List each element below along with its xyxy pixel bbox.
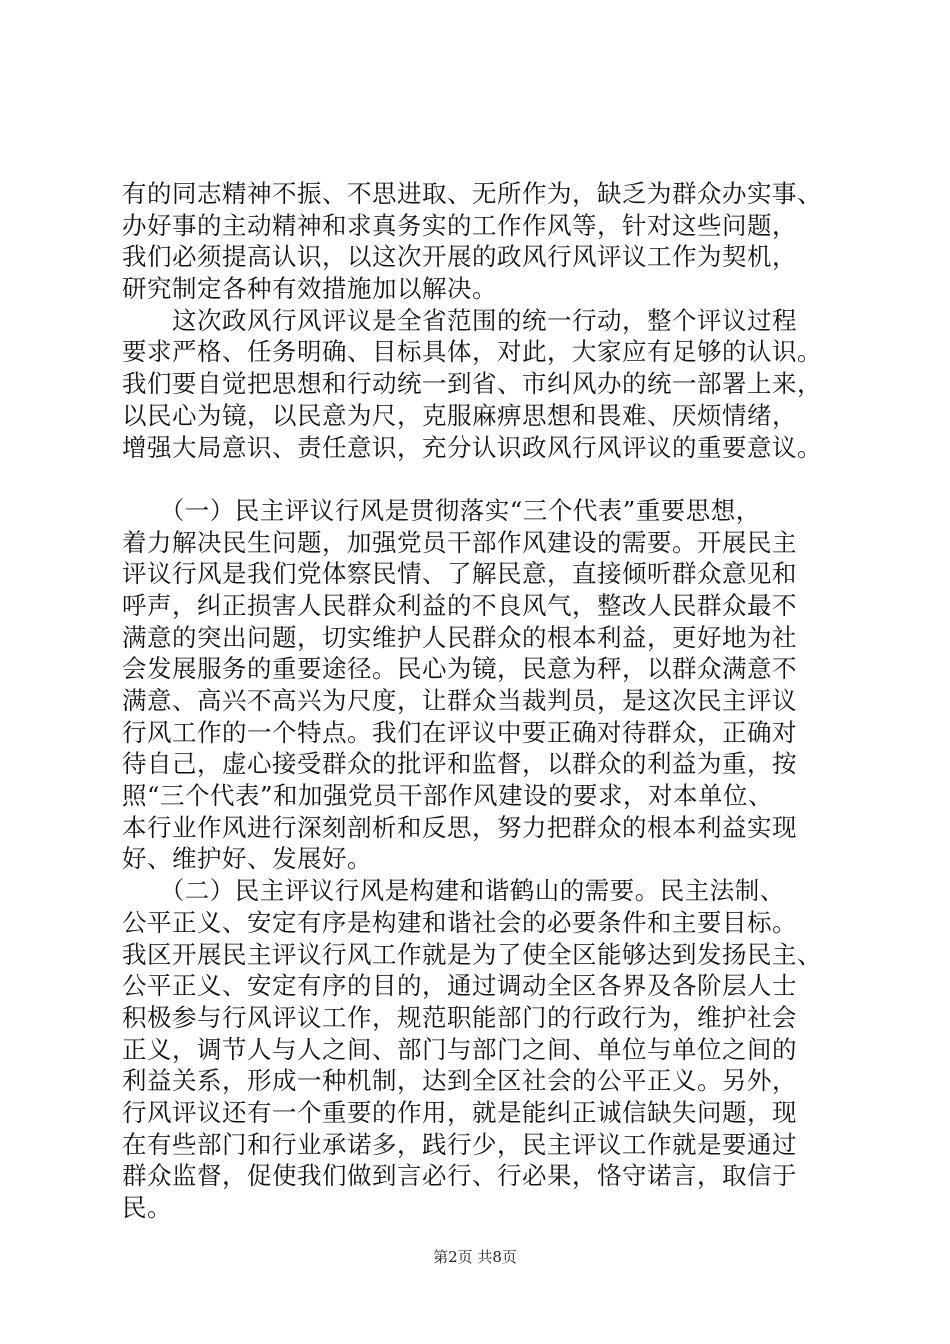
text-line: 我们要自觉把思想和行动统一到省、市纠风办的统一部署上来， (122, 369, 822, 399)
text-line: 照“三个代表”和加强党员干部作风建设的要求，对本单位、 (122, 781, 774, 811)
text-line: 公平正义、安定有序的目的，通过调动全区各界及各阶层人士 (122, 971, 797, 1001)
text-line: 满意的突出问题，切实维护人民群众的根本利益，更好地为社 (122, 622, 797, 652)
text-line: 满意、高兴不高兴为尺度，让群众当裁判员，是这次民主评议 (122, 686, 797, 715)
text-line: 会发展服务的重要途径。民心为镜，民意为秤，以群众满意不 (122, 654, 797, 684)
text-line: 呼声，纠正损害人民群众利益的不良风气，整改人民群众最不 (122, 590, 797, 620)
text-line: 我们必须提高认识，以这次开展的政风行风评议工作为契机， (122, 242, 797, 272)
text-line: 以民心为镜，以民意为尺，克服麻痹思想和畏难、厌烦情绪， (122, 400, 797, 430)
text-line: 利益关系，形成一种机制，达到全区社会的公平正义。另外， (122, 1066, 797, 1096)
text-line: 群众监督，促使我们做到言必行、行必果，恪守诺言，取信于 (122, 1161, 797, 1191)
text-line: 在有些部门和行业承诺多，践行少，民主评议工作就是要通过 (122, 1129, 797, 1159)
text-line: 我区开展民主评议行风工作就是为了使全区能够达到发扬民主、 (122, 939, 822, 969)
text-line: 正义，调节人与人之间、部门与部门之间、单位与单位之间的 (122, 1034, 797, 1064)
text-line: 办好事的主动精神和求真务实的工作作风等，针对这些问题， (122, 210, 797, 240)
text-line: （一）民主评议行风是贯彻落实“三个代表”重要思想， (122, 495, 761, 525)
text-line: 积极参与行风评议工作，规范职能部门的行政行为，维护社会 (122, 1002, 797, 1032)
text-line: 研究制定各种有效措施加以解决。 (122, 274, 497, 304)
text-line: 本行业作风进行深刻剖析和反思，努力把群众的根本利益实现 (122, 812, 797, 842)
page-footer: 第2页 共8页 (433, 1248, 517, 1266)
text-line: 着力解决民生问题，加强党员干部作风建设的需要。开展民主 (122, 527, 797, 557)
text-line: 公平正义、安定有序是构建和谐社会的必要条件和主要目标。 (122, 907, 797, 937)
text-line: 行风工作的一个特点。我们在评议中要正确对待群众，正确对 (122, 717, 797, 747)
text-line: 民。 (122, 1193, 172, 1222)
text-line: 这次政风行风评议是全省范围的统一行动，整个评议过程 (122, 305, 797, 335)
text-line: 行风评议还有一个重要的作用，就是能纠正诚信缺失问题，现 (122, 1097, 797, 1127)
text-line: 评议行风是我们党体察民情、了解民意，直接倾听群众意见和 (122, 559, 797, 589)
text-line: 要求严格、任务明确、目标具体，对此，大家应有足够的认识。 (122, 337, 822, 367)
text-line: 增强大局意识、责任意识，充分认识政风行风评议的重要意议。 (122, 432, 822, 462)
text-line: （二）民主评议行风是构建和谐鹤山的需要。民主法制、 (122, 876, 785, 906)
paragraph-gap (122, 463, 844, 495)
text-line: 好、维护好、发展好。 (122, 844, 372, 874)
text-line: 有的同志精神不振、不思进取、无所作为，缺乏为群众办实事、 (122, 179, 822, 208)
text-line: 待自己，虚心接受群众的批评和监督，以群众的利益为重，按 (122, 749, 797, 779)
document-body (122, 178, 844, 1224)
